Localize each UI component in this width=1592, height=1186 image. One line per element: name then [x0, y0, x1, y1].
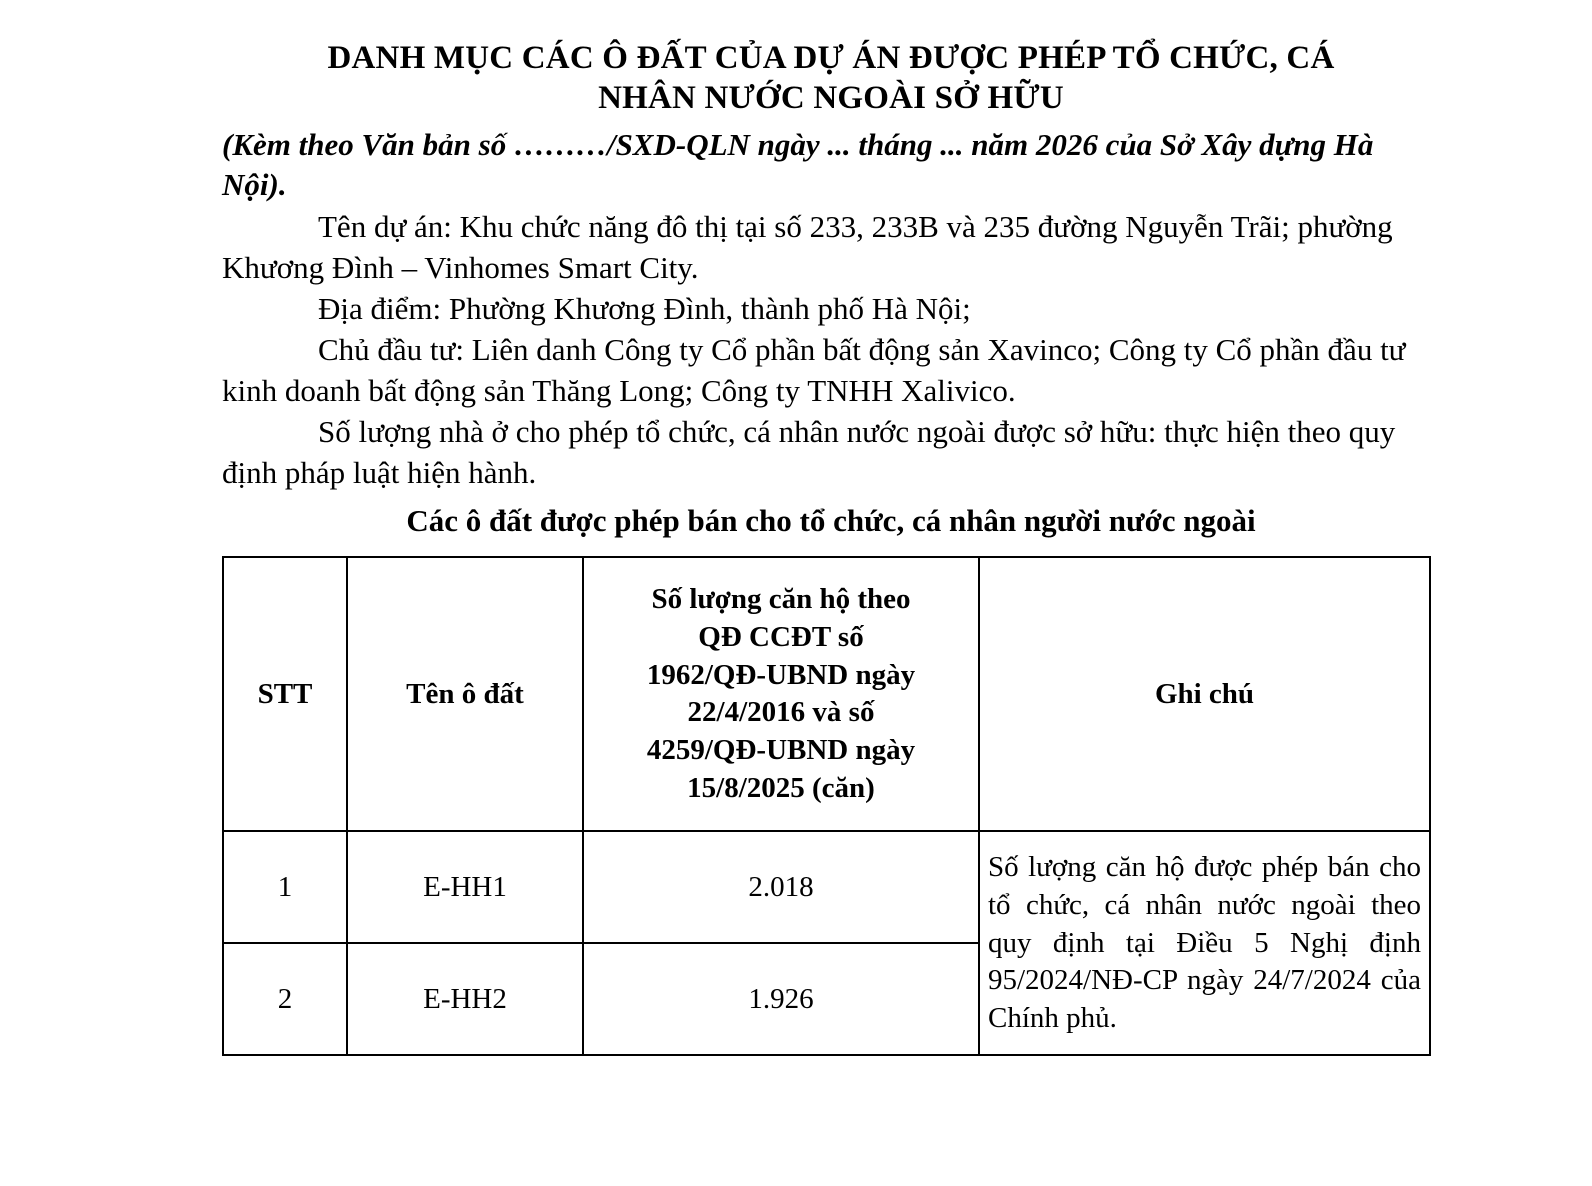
title-line-2: NHÂN NƯỚC NGOÀI SỞ HỮU: [598, 80, 1064, 117]
header-count-line-5: 4259/QĐ-UBND ngày: [646, 734, 916, 767]
header-apartment-count: [583, 557, 979, 831]
land-plot-table-wrapper: [222, 556, 1440, 1056]
paragraph-quantity-rule: Số lượng nhà ở cho phép tổ chức, cá nhân nước ngoài được sở hữu: thực hiện theo quy định pháp luật hiện hành.: [222, 413, 1396, 490]
row-2-apartment-count: 1.926: [583, 943, 979, 1055]
header-note: Ghi chú: [979, 557, 1430, 831]
title-line-1: DANH MỤC CÁC Ô ĐẤT CỦA DỰ ÁN ĐƯỢC PHÉP TỔ CHỨC, CÁ: [327, 40, 1335, 76]
land-plot-table: [222, 556, 1431, 1056]
header-count-line-2: QĐ CCĐT số: [698, 620, 864, 653]
row-2-stt: 2: [223, 943, 347, 1055]
row-1-stt: 1: [223, 831, 347, 943]
paragraph-investor: Chủ đầu tư: Liên danh Công ty Cổ phần bất động sản Xavinco; Công ty Cổ phần đầu tư kinh doanh bất động sản Thăng Long; Công ty TNHH Xalivico.: [222, 331, 1406, 408]
header-count-line-6: 15/8/2025 (căn): [687, 771, 875, 804]
row-1-plot-name: E-HH1: [347, 831, 583, 943]
header-plot-name: Tên ô đất: [347, 557, 583, 831]
row-1-apartment-count: 2.018: [583, 831, 979, 943]
header-count-line-3: 1962/QĐ-UBND ngày: [646, 658, 916, 691]
document-subtitle: (Kèm theo Văn bản số ………/SXD-QLN ngày ... tháng ... năm 2026 của Sở Xây dựng Hà Nội).: [222, 126, 1374, 202]
table-row: [223, 831, 1430, 943]
table-header-row: [223, 557, 1430, 831]
row-2-plot-name: E-HH2: [347, 943, 583, 1055]
paragraph-location: Địa điểm: Phường Khương Đình, thành phố Hà Nội;: [318, 290, 971, 326]
header-count-line-1: Số lượng căn hộ theo: [651, 583, 911, 616]
header-stt: STT: [223, 557, 347, 831]
paragraph-project-name: Tên dự án: Khu chức năng đô thị tại số 233, 233B và 235 đường Nguyễn Trãi; phường Khương Đình – Vinhomes Smart City.: [222, 209, 1393, 285]
header-count-line-4: 22/4/2016 và số: [687, 696, 875, 729]
document-title: [222, 38, 1440, 119]
note-merged-cell: Số lượng căn hộ được phép bán cho tổ chức, cá nhân nước ngoài theo quy định tại Điều 5 Nghị định 95/2024/NĐ-CP ngày 24/7/2024 của Chính phủ.: [979, 831, 1430, 1055]
section-lead-heading: Các ô đất được phép bán cho tổ chức, cá nhân người nước ngoài: [406, 503, 1256, 539]
